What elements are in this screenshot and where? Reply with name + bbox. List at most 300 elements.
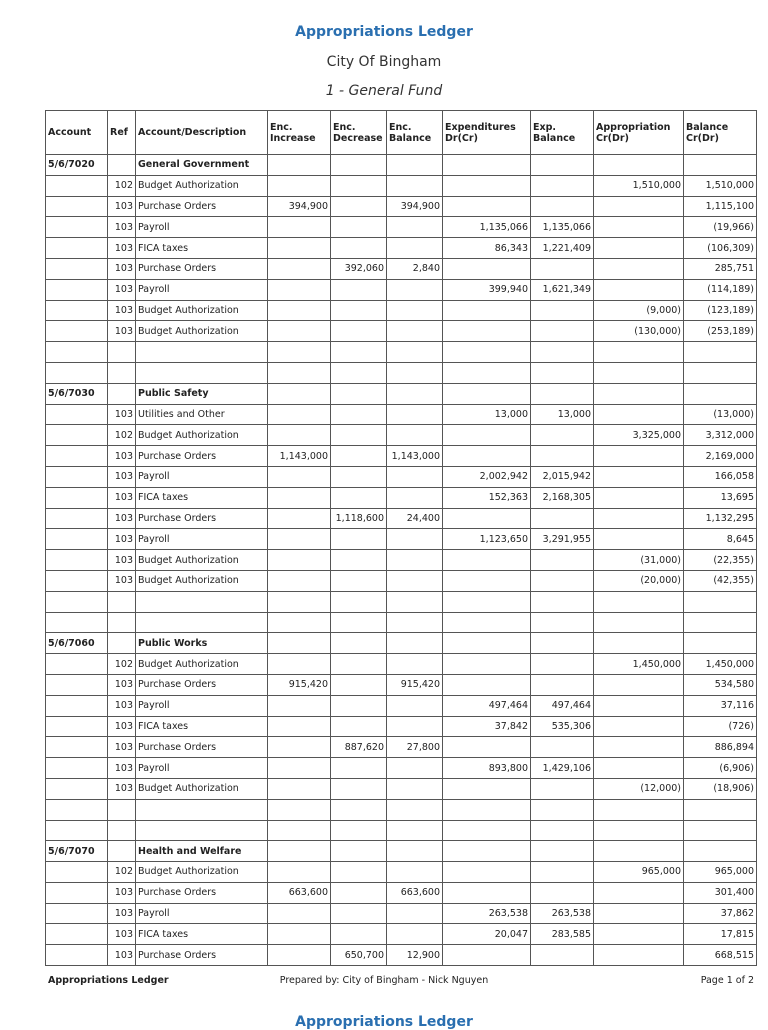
expenditures-cell <box>443 820 531 841</box>
exp-balance-cell: 283,585 <box>531 924 594 945</box>
exp-balance-cell <box>531 175 594 196</box>
description-cell: Purchase Orders <box>136 674 268 695</box>
exp-balance-cell: 1,135,066 <box>531 217 594 238</box>
description-cell: Payroll <box>136 279 268 300</box>
footer-report-name: Appropriations Ledger <box>48 975 169 986</box>
table-row <box>46 945 757 966</box>
ref-cell: 103 <box>108 508 136 529</box>
account-cell <box>46 820 108 841</box>
ref-cell: 103 <box>108 903 136 924</box>
description-cell: Purchase Orders <box>136 196 268 217</box>
ref-cell: 103 <box>108 674 136 695</box>
expenditures-cell <box>443 342 531 363</box>
expenditures-cell <box>443 674 531 695</box>
enc-balance-cell <box>387 279 443 300</box>
appropriation-cell: (31,000) <box>594 550 684 571</box>
account-cell <box>46 550 108 571</box>
enc-balance-cell: 24,400 <box>387 508 443 529</box>
enc-decrease-cell <box>331 903 387 924</box>
enc-increase-cell <box>268 300 331 321</box>
table-row <box>46 612 757 633</box>
enc-increase-cell <box>268 425 331 446</box>
description-cell: Public Works <box>136 633 268 654</box>
exp-balance-cell <box>531 612 594 633</box>
description-cell: Budget Authorization <box>136 654 268 675</box>
enc-balance-cell <box>387 404 443 425</box>
table-row <box>46 321 757 342</box>
enc-decrease-cell <box>331 362 387 383</box>
enc-increase-cell <box>268 695 331 716</box>
expenditures-cell: 1,135,066 <box>443 217 531 238</box>
balance-cell: 534,580 <box>684 674 757 695</box>
balance-cell: (19,966) <box>684 217 757 238</box>
description-cell <box>136 820 268 841</box>
section-row <box>46 155 757 176</box>
footer-prepared-by: Prepared by: City of Bingham - Nick Nguyen <box>279 975 489 986</box>
description-cell: Budget Authorization <box>136 862 268 883</box>
enc-decrease-cell <box>331 279 387 300</box>
enc-decrease-cell <box>331 674 387 695</box>
expenditures-cell <box>443 612 531 633</box>
enc-increase-cell <box>268 550 331 571</box>
ref-cell: 103 <box>108 737 136 758</box>
table-row <box>46 862 757 883</box>
description-cell: Budget Authorization <box>136 425 268 446</box>
enc-decrease-cell <box>331 466 387 487</box>
balance-cell: 1,115,100 <box>684 196 757 217</box>
description-cell: Budget Authorization <box>136 175 268 196</box>
appropriation-cell <box>594 196 684 217</box>
appropriation-cell <box>594 903 684 924</box>
expenditures-cell <box>443 258 531 279</box>
enc-decrease-cell <box>331 862 387 883</box>
ref-cell: 103 <box>108 321 136 342</box>
enc-decrease-cell <box>331 529 387 550</box>
col-header-exp-balance: Exp. Balance <box>531 111 594 155</box>
enc-increase-cell <box>268 758 331 779</box>
description-cell: Purchase Orders <box>136 258 268 279</box>
account-cell <box>46 446 108 467</box>
description-cell: Payroll <box>136 695 268 716</box>
appropriation-cell <box>594 487 684 508</box>
table-row <box>46 362 757 383</box>
table-row <box>46 550 757 571</box>
account-cell <box>46 175 108 196</box>
expenditures-cell <box>443 362 531 383</box>
account-cell <box>46 799 108 820</box>
expenditures-cell <box>443 321 531 342</box>
enc-balance-cell <box>387 758 443 779</box>
enc-decrease-cell <box>331 155 387 176</box>
enc-increase-cell <box>268 404 331 425</box>
col-header-enc-balance: Enc. Balance <box>387 111 443 155</box>
account-cell <box>46 362 108 383</box>
account-cell <box>46 300 108 321</box>
enc-increase-cell <box>268 175 331 196</box>
ref-cell: 103 <box>108 695 136 716</box>
table-header-row <box>46 111 757 155</box>
exp-balance-cell: 497,464 <box>531 695 594 716</box>
exp-balance-cell <box>531 321 594 342</box>
expenditures-cell <box>443 155 531 176</box>
expenditures-cell: 152,363 <box>443 487 531 508</box>
account-cell <box>46 425 108 446</box>
enc-balance-cell <box>387 612 443 633</box>
ref-cell: 102 <box>108 862 136 883</box>
enc-balance-cell <box>387 175 443 196</box>
expenditures-cell <box>443 591 531 612</box>
ref-cell <box>108 633 136 654</box>
ref-cell <box>108 841 136 862</box>
enc-decrease-cell <box>331 425 387 446</box>
table-row <box>46 238 757 259</box>
description-cell: Purchase Orders <box>136 882 268 903</box>
enc-increase-cell <box>268 591 331 612</box>
appropriation-cell <box>594 155 684 176</box>
ref-cell: 103 <box>108 529 136 550</box>
balance-cell: (22,355) <box>684 550 757 571</box>
balance-cell: (726) <box>684 716 757 737</box>
enc-decrease-cell <box>331 591 387 612</box>
exp-balance-cell <box>531 862 594 883</box>
enc-increase-cell <box>268 258 331 279</box>
enc-increase-cell <box>268 570 331 591</box>
enc-balance-cell <box>387 321 443 342</box>
ref-cell: 103 <box>108 300 136 321</box>
appropriation-cell <box>594 591 684 612</box>
ref-cell: 103 <box>108 570 136 591</box>
table-row <box>46 508 757 529</box>
enc-increase-cell <box>268 383 331 404</box>
enc-balance-cell <box>387 778 443 799</box>
table-row <box>46 716 757 737</box>
description-cell: Payroll <box>136 217 268 238</box>
account-cell <box>46 529 108 550</box>
description-cell: Budget Authorization <box>136 321 268 342</box>
appropriation-cell <box>594 945 684 966</box>
table-row <box>46 279 757 300</box>
account-cell <box>46 342 108 363</box>
ref-cell <box>108 155 136 176</box>
table-row <box>46 425 757 446</box>
account-cell <box>46 258 108 279</box>
next-page-title: Appropriations Ledger <box>295 1014 473 1030</box>
ref-cell: 103 <box>108 487 136 508</box>
description-cell: Purchase Orders <box>136 446 268 467</box>
balance-cell <box>684 841 757 862</box>
exp-balance-cell <box>531 737 594 758</box>
table-row <box>46 591 757 612</box>
description-cell: FICA taxes <box>136 238 268 259</box>
enc-decrease-cell <box>331 654 387 675</box>
appropriation-cell <box>594 362 684 383</box>
enc-decrease-cell <box>331 882 387 903</box>
table-row <box>46 196 757 217</box>
enc-increase-cell: 1,143,000 <box>268 446 331 467</box>
ledger-table <box>45 110 757 966</box>
enc-increase-cell <box>268 238 331 259</box>
ref-cell: 103 <box>108 924 136 945</box>
expenditures-cell <box>443 550 531 571</box>
expenditures-cell <box>443 737 531 758</box>
enc-increase-cell <box>268 737 331 758</box>
appropriation-cell <box>594 924 684 945</box>
col-header-appropriation: Appropriation Cr(Dr) <box>594 111 684 155</box>
table-row <box>46 778 757 799</box>
enc-increase-cell: 663,600 <box>268 882 331 903</box>
exp-balance-cell <box>531 550 594 571</box>
enc-increase-cell <box>268 862 331 883</box>
balance-cell: 285,751 <box>684 258 757 279</box>
balance-cell: (18,906) <box>684 778 757 799</box>
exp-balance-cell <box>531 778 594 799</box>
balance-cell: 1,510,000 <box>684 175 757 196</box>
ref-cell: 103 <box>108 196 136 217</box>
section-row <box>46 383 757 404</box>
expenditures-cell <box>443 862 531 883</box>
enc-balance-cell <box>387 633 443 654</box>
expenditures-cell <box>443 446 531 467</box>
table-row <box>46 404 757 425</box>
appropriation-cell <box>594 695 684 716</box>
description-cell: Utilities and Other <box>136 404 268 425</box>
enc-balance-cell: 12,900 <box>387 945 443 966</box>
expenditures-cell: 37,842 <box>443 716 531 737</box>
balance-cell: 2,169,000 <box>684 446 757 467</box>
exp-balance-cell <box>531 882 594 903</box>
account-cell <box>46 778 108 799</box>
ref-cell: 102 <box>108 654 136 675</box>
ref-cell: 103 <box>108 258 136 279</box>
enc-balance-cell <box>387 383 443 404</box>
exp-balance-cell <box>531 383 594 404</box>
appropriation-cell <box>594 508 684 529</box>
enc-increase-cell <box>268 612 331 633</box>
description-cell: FICA taxes <box>136 716 268 737</box>
table-row <box>46 446 757 467</box>
table-row <box>46 882 757 903</box>
enc-balance-cell <box>387 924 443 945</box>
expenditures-cell: 399,940 <box>443 279 531 300</box>
balance-cell: (6,906) <box>684 758 757 779</box>
appropriation-cell <box>594 737 684 758</box>
expenditures-cell: 2,002,942 <box>443 466 531 487</box>
enc-balance-cell <box>387 841 443 862</box>
exp-balance-cell <box>531 674 594 695</box>
enc-balance-cell: 663,600 <box>387 882 443 903</box>
exp-balance-cell <box>531 591 594 612</box>
ref-cell <box>108 799 136 820</box>
account-cell <box>46 217 108 238</box>
expenditures-cell <box>443 425 531 446</box>
ref-cell: 103 <box>108 758 136 779</box>
exp-balance-cell: 1,429,106 <box>531 758 594 779</box>
enc-increase-cell <box>268 487 331 508</box>
balance-cell <box>684 383 757 404</box>
balance-cell <box>684 342 757 363</box>
col-header-ref: Ref <box>108 111 136 155</box>
appropriation-cell: 1,510,000 <box>594 175 684 196</box>
account-cell <box>46 196 108 217</box>
enc-decrease-cell <box>331 238 387 259</box>
enc-decrease-cell <box>331 487 387 508</box>
account-cell <box>46 508 108 529</box>
account-cell <box>46 466 108 487</box>
account-cell <box>46 404 108 425</box>
appropriation-cell: (9,000) <box>594 300 684 321</box>
exp-balance-cell <box>531 425 594 446</box>
enc-increase-cell <box>268 778 331 799</box>
enc-decrease-cell <box>331 924 387 945</box>
appropriation-cell: 3,325,000 <box>594 425 684 446</box>
enc-decrease-cell <box>331 612 387 633</box>
enc-decrease-cell <box>331 778 387 799</box>
balance-cell: 3,312,000 <box>684 425 757 446</box>
enc-balance-cell <box>387 155 443 176</box>
table-row <box>46 695 757 716</box>
ref-cell: 103 <box>108 446 136 467</box>
col-header-expenditures: Expenditures Dr(Cr) <box>443 111 531 155</box>
enc-balance-cell <box>387 654 443 675</box>
expenditures-cell: 20,047 <box>443 924 531 945</box>
account-cell <box>46 862 108 883</box>
expenditures-cell <box>443 882 531 903</box>
enc-decrease-cell <box>331 446 387 467</box>
enc-balance-cell <box>387 529 443 550</box>
enc-increase-cell: 915,420 <box>268 674 331 695</box>
description-cell <box>136 591 268 612</box>
balance-cell: 17,815 <box>684 924 757 945</box>
exp-balance-cell <box>531 633 594 654</box>
enc-decrease-cell <box>331 342 387 363</box>
exp-balance-cell <box>531 300 594 321</box>
description-cell: Budget Authorization <box>136 300 268 321</box>
enc-decrease-cell <box>331 695 387 716</box>
table-row <box>46 466 757 487</box>
expenditures-cell <box>443 508 531 529</box>
enc-decrease-cell <box>331 570 387 591</box>
appropriation-cell: 1,450,000 <box>594 654 684 675</box>
enc-balance-cell <box>387 487 443 508</box>
expenditures-cell: 13,000 <box>443 404 531 425</box>
enc-decrease-cell <box>331 404 387 425</box>
description-cell: Purchase Orders <box>136 508 268 529</box>
expenditures-cell <box>443 654 531 675</box>
account-cell: 5/6/7070 <box>46 841 108 862</box>
balance-cell: (253,189) <box>684 321 757 342</box>
account-cell <box>46 238 108 259</box>
expenditures-cell <box>443 945 531 966</box>
enc-increase-cell <box>268 716 331 737</box>
account-cell <box>46 882 108 903</box>
description-cell: Payroll <box>136 466 268 487</box>
exp-balance-cell: 2,015,942 <box>531 466 594 487</box>
description-cell <box>136 362 268 383</box>
enc-decrease-cell <box>331 716 387 737</box>
exp-balance-cell <box>531 196 594 217</box>
appropriation-cell <box>594 799 684 820</box>
ref-cell: 103 <box>108 778 136 799</box>
appropriation-cell <box>594 841 684 862</box>
exp-balance-cell: 1,621,349 <box>531 279 594 300</box>
appropriation-cell <box>594 820 684 841</box>
account-cell <box>46 487 108 508</box>
exp-balance-cell: 263,538 <box>531 903 594 924</box>
section-row <box>46 633 757 654</box>
ref-cell: 103 <box>108 404 136 425</box>
ref-cell <box>108 342 136 363</box>
description-cell: Budget Authorization <box>136 550 268 571</box>
enc-increase-cell: 394,900 <box>268 196 331 217</box>
enc-decrease-cell: 392,060 <box>331 258 387 279</box>
description-cell <box>136 799 268 820</box>
description-cell: Purchase Orders <box>136 945 268 966</box>
enc-decrease-cell <box>331 550 387 571</box>
balance-cell: 13,695 <box>684 487 757 508</box>
enc-increase-cell <box>268 279 331 300</box>
account-cell <box>46 758 108 779</box>
exp-balance-cell: 3,291,955 <box>531 529 594 550</box>
ref-cell: 102 <box>108 425 136 446</box>
ref-cell <box>108 383 136 404</box>
appropriation-cell <box>594 633 684 654</box>
appropriation-cell <box>594 383 684 404</box>
enc-balance-cell <box>387 342 443 363</box>
balance-cell: 1,132,295 <box>684 508 757 529</box>
balance-cell: 37,862 <box>684 903 757 924</box>
table-row <box>46 342 757 363</box>
enc-decrease-cell: 1,118,600 <box>331 508 387 529</box>
enc-balance-cell <box>387 695 443 716</box>
account-cell: 5/6/7020 <box>46 155 108 176</box>
enc-decrease-cell <box>331 383 387 404</box>
exp-balance-cell <box>531 155 594 176</box>
enc-balance-cell <box>387 550 443 571</box>
expenditures-cell: 86,343 <box>443 238 531 259</box>
balance-cell <box>684 155 757 176</box>
table-row <box>46 924 757 945</box>
description-cell: Health and Welfare <box>136 841 268 862</box>
exp-balance-cell <box>531 342 594 363</box>
balance-cell <box>684 633 757 654</box>
description-cell: Public Safety <box>136 383 268 404</box>
enc-balance-cell: 1,143,000 <box>387 446 443 467</box>
balance-cell: (123,189) <box>684 300 757 321</box>
account-cell: 5/6/7060 <box>46 633 108 654</box>
description-cell: Budget Authorization <box>136 570 268 591</box>
exp-balance-cell <box>531 820 594 841</box>
description-cell: Payroll <box>136 903 268 924</box>
table-row <box>46 570 757 591</box>
ledger-body <box>46 155 757 966</box>
enc-balance-cell: 394,900 <box>387 196 443 217</box>
enc-decrease-cell <box>331 758 387 779</box>
ref-cell <box>108 591 136 612</box>
enc-increase-cell <box>268 466 331 487</box>
enc-increase-cell <box>268 820 331 841</box>
account-cell <box>46 279 108 300</box>
balance-cell: 37,116 <box>684 695 757 716</box>
description-cell <box>136 342 268 363</box>
balance-cell: (13,000) <box>684 404 757 425</box>
ref-cell: 103 <box>108 945 136 966</box>
description-cell: FICA taxes <box>136 924 268 945</box>
enc-balance-cell <box>387 238 443 259</box>
ledger-title: Appropriations Ledger <box>295 24 473 40</box>
exp-balance-cell <box>531 362 594 383</box>
balance-cell <box>684 362 757 383</box>
fund-name: 1 - General Fund <box>325 83 443 99</box>
